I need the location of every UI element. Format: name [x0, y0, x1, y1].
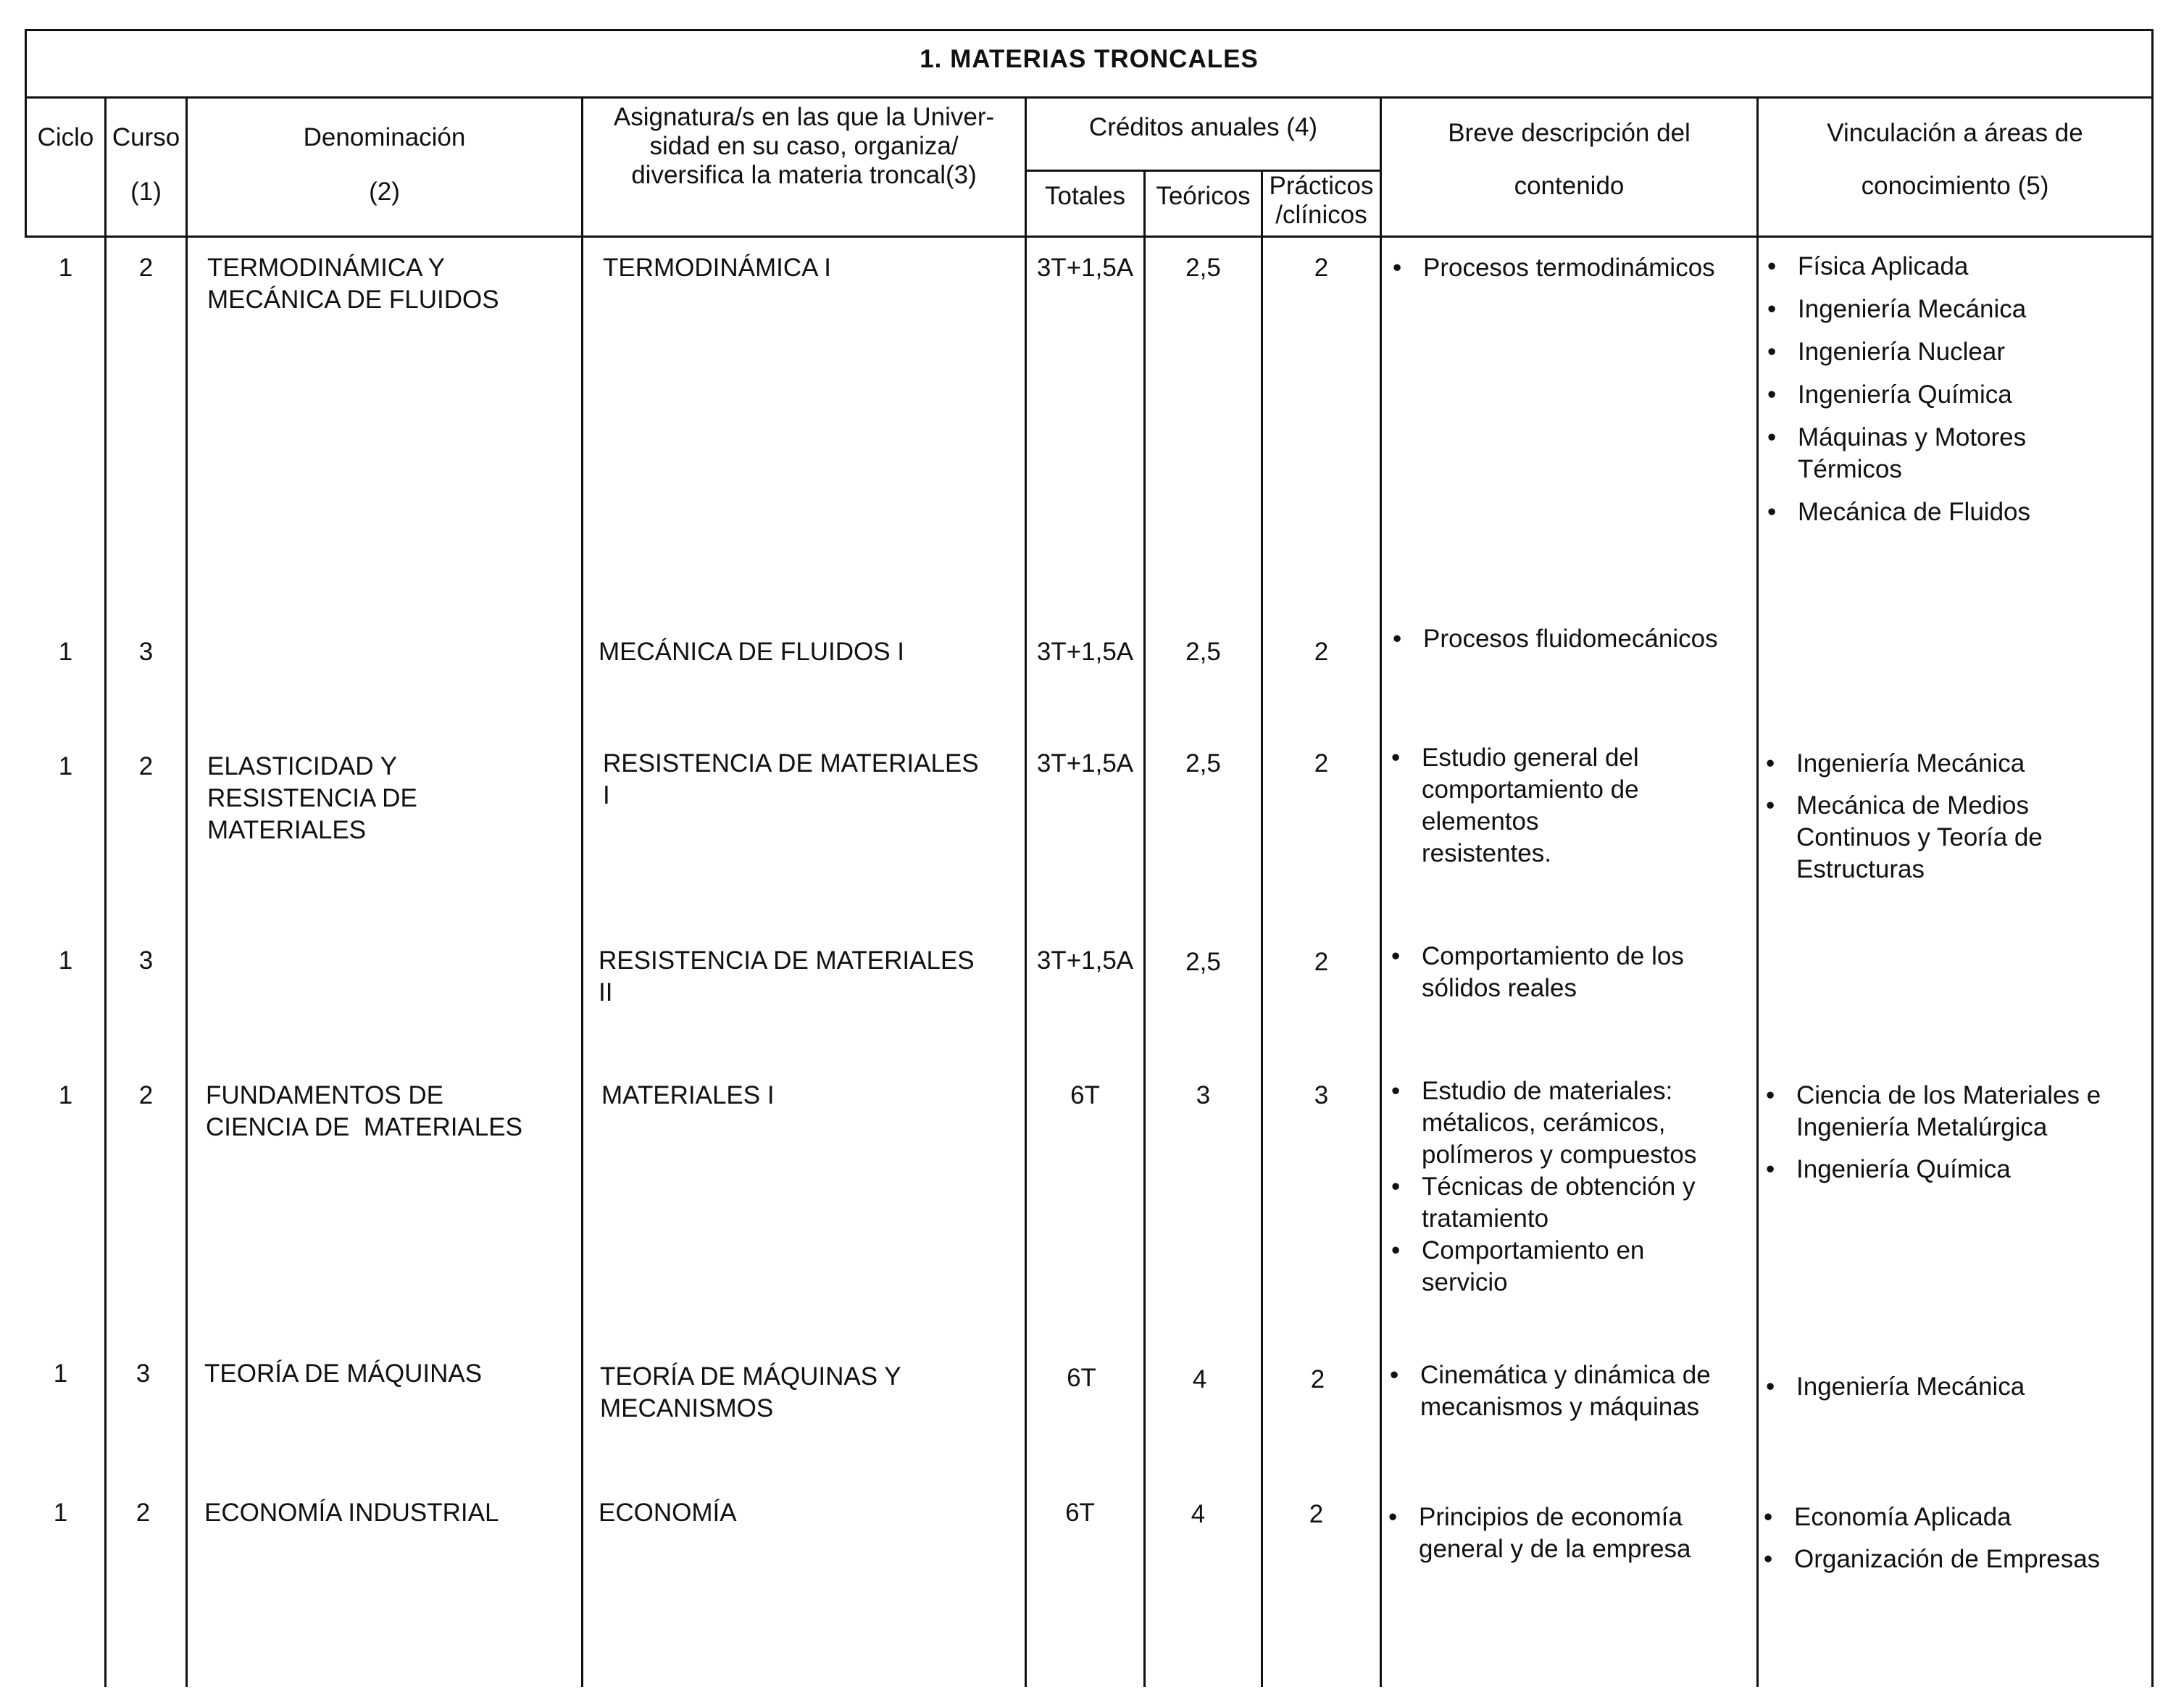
header-vinculacion: Vinculación a áreas de — [1827, 119, 2083, 147]
asignatura-line: RESISTENCIA DE MATERIALES — [603, 749, 979, 778]
cell-curso: 2 — [136, 1499, 151, 1527]
cell-totales: 3T+1,5A — [1036, 946, 1134, 975]
denominacion-line: ECONOMÍA INDUSTRIAL — [204, 1499, 499, 1527]
cell-teoricos: 2,5 — [1185, 254, 1221, 282]
cell-totales: 6T — [1065, 1499, 1095, 1527]
col-totales-teoricos-divider — [1143, 170, 1146, 1687]
cell-areas — [1756, 1501, 2148, 1586]
cell-practicos: 2 — [1314, 749, 1329, 778]
header-totales: Totales — [1045, 182, 1125, 210]
cell-asignatura — [601, 1080, 1023, 1112]
denominacion-line: TEORÍA DE MÁQUINAS — [204, 1359, 483, 1388]
header-vinculacion-2: conocimiento (5) — [1861, 172, 2049, 200]
asignatura-line: TERMODINÁMICA I — [603, 254, 832, 282]
cell-denominacion — [207, 252, 577, 316]
cell-ciclo: 1 — [58, 638, 73, 666]
cell-denominacion — [206, 1080, 580, 1143]
asignatura-line: MECANISMOS — [600, 1394, 774, 1422]
cell-descripcion — [1384, 742, 1688, 880]
denominacion-line: FUNDAMENTOS DE — [206, 1081, 443, 1109]
denominacion-line: MATERIALES — [207, 816, 367, 844]
cell-curso: 3 — [138, 946, 154, 975]
cell-descripcion — [1384, 1075, 1739, 1299]
area-item: • Ingeniería Química — [1759, 1154, 2150, 1186]
area-item: • Ingeniería Mecánica — [1760, 293, 2151, 325]
denominacion-line: RESISTENCIA DE — [207, 784, 417, 812]
asignatura-line: MECÁNICA DE FLUIDOS I — [599, 638, 905, 666]
cell-descripcion — [1385, 623, 1758, 665]
cell-curso: 3 — [138, 638, 154, 666]
cell-totales: 6T — [1070, 1081, 1100, 1109]
cell-curso: 2 — [138, 1081, 154, 1109]
asignatura-line: RESISTENCIA DE MATERIALES — [599, 946, 975, 975]
cell-teoricos: 3 — [1196, 1081, 1211, 1109]
table-top-border — [25, 29, 2154, 31]
col-asignatura-totales-divider — [1025, 96, 1027, 1687]
cell-curso: 3 — [136, 1359, 151, 1388]
cell-descripcion — [1384, 941, 1725, 1015]
area-item: • Mecánica de Fluidos — [1760, 496, 2151, 528]
col-practicos-descripcion-divider — [1380, 96, 1382, 1687]
cell-asignatura — [599, 1497, 1023, 1529]
asignatura-line: ECONOMÍA — [599, 1499, 737, 1527]
cell-asignatura — [603, 252, 1023, 284]
asignatura-line: II — [599, 978, 613, 1007]
denominacion-line: MECÁNICA DE FLUIDOS — [207, 286, 499, 314]
header-curso: Curso — [112, 123, 180, 151]
header-practicos-line-1: Prácticos — [1269, 172, 1374, 200]
header-descripcion: Breve descripción del — [1448, 119, 1691, 147]
cell-practicos: 2 — [1314, 948, 1329, 976]
descripcion-item: • Comportamiento en servicio — [1384, 1235, 1697, 1299]
cell-areas — [1759, 1371, 2150, 1413]
area-item: • Ciencia de los Materiales e Ingeniería Metalúrgica — [1759, 1080, 2150, 1143]
header-practicos-line-2: /clínicos — [1275, 201, 1367, 229]
cell-practicos: 2 — [1310, 1365, 1325, 1394]
header-asignatura — [583, 103, 1025, 190]
cell-ciclo: 1 — [58, 254, 73, 282]
col-ciclo-curso-divider — [104, 96, 107, 1687]
header-denominacion: Denominación — [303, 123, 466, 151]
cell-ciclo: 1 — [53, 1359, 68, 1388]
cell-practicos: 3 — [1314, 1081, 1329, 1109]
area-item: • Máquinas y Motores Térmicos — [1760, 422, 2102, 486]
cell-asignatura — [600, 1361, 1023, 1425]
cell-teoricos: 2,5 — [1185, 638, 1221, 666]
area-item: • Ingeniería Mecánica — [1759, 1371, 2150, 1403]
cell-asignatura — [603, 748, 1030, 812]
cell-areas — [1759, 1080, 2150, 1196]
area-item: • Economía Aplicada — [1756, 1501, 2148, 1533]
area-item: • Física Aplicada — [1760, 251, 2151, 283]
header-curso-note: (1) — [130, 178, 162, 206]
cell-denominacion — [204, 1497, 578, 1529]
cell-descripcion — [1383, 1359, 1755, 1433]
cell-teoricos: 4 — [1191, 1500, 1206, 1528]
header-creditos: Créditos anuales (4) — [1088, 113, 1318, 141]
cell-practicos: 2 — [1314, 254, 1329, 282]
cell-teoricos: 4 — [1192, 1365, 1207, 1394]
cell-ciclo: 1 — [53, 1499, 68, 1527]
cell-practicos: 2 — [1309, 1500, 1324, 1528]
asignatura-line: I — [603, 781, 610, 809]
area-item: • Ingeniería Nuclear — [1760, 336, 2151, 368]
descripcion-item: • Comportamiento de los sólidos reales — [1384, 941, 1719, 1004]
area-item: • Organización de Empresas — [1756, 1544, 2148, 1575]
cell-teoricos: 2,5 — [1185, 749, 1221, 778]
cell-areas — [1760, 251, 2151, 528]
cell-curso: 2 — [138, 752, 154, 780]
descripcion-item: • Estudio de materiales: métalicos, cerámicos, polímeros y compuestos — [1384, 1075, 1738, 1171]
cell-teoricos: 2,5 — [1185, 948, 1221, 976]
header-asignatura-line-3: diversifica la materia troncal(3) — [631, 161, 977, 189]
header-asignatura-line-2: sidad en su caso, organiza/ — [649, 132, 959, 160]
header-denominacion-note: (2) — [369, 178, 400, 206]
descripcion-item: • Técnicas de obtención y tratamiento — [1384, 1171, 1738, 1235]
header-bottom-border — [25, 236, 2154, 238]
header-descripcion-2: contenido — [1514, 172, 1625, 200]
descripcion-item: • Procesos termodinámicos — [1385, 252, 1758, 284]
cell-totales: 3T+1,5A — [1036, 749, 1134, 778]
col-denominacion-asignatura-divider — [581, 96, 583, 1687]
area-item: • Mecánica de Medios Continuos y Teoría de Estructuras — [1759, 790, 2108, 886]
cell-ciclo: 1 — [58, 1081, 73, 1109]
descripcion-item: • Cinemática y dinámica de mecanismos y máquinas — [1383, 1359, 1755, 1423]
cell-practicos: 2 — [1314, 638, 1329, 666]
cell-descripcion — [1381, 1501, 1729, 1575]
asignatura-line: TEORÍA DE MÁQUINAS Y — [600, 1362, 901, 1391]
cell-descripcion — [1385, 252, 1758, 294]
header-practicos — [1263, 172, 1380, 230]
denominacion-line: TERMODINÁMICA Y — [207, 254, 446, 282]
cell-asignatura — [599, 945, 1030, 1009]
asignatura-line: MATERIALES I — [601, 1081, 775, 1109]
header-teoricos: Teóricos — [1156, 182, 1251, 210]
denominacion-line: ELASTICIDAD Y — [207, 752, 397, 780]
table-title: 1. MATERIAS TRONCALES — [920, 45, 1259, 73]
descripcion-item: • Estudio general del comportamiento de elementos resistentes. — [1384, 742, 1675, 870]
cell-ciclo: 1 — [58, 752, 73, 780]
cell-denominacion — [204, 1358, 578, 1390]
title-bottom-border — [25, 96, 2154, 99]
cell-ciclo: 1 — [58, 946, 73, 975]
descripcion-item: • Principios de economía general y de la empresa — [1381, 1501, 1723, 1565]
cell-totales: 6T — [1067, 1364, 1096, 1392]
header-ciclo: Ciclo — [37, 123, 94, 151]
cell-totales: 3T+1,5A — [1036, 254, 1134, 282]
area-item: • Ingeniería Mecánica — [1759, 748, 2106, 780]
col-curso-denominacion-divider — [185, 96, 188, 1687]
table-right-border — [2151, 29, 2154, 1687]
col-teoricos-practicos-divider — [1261, 170, 1263, 1687]
cell-areas — [1759, 748, 2106, 896]
cell-totales: 3T+1,5A — [1036, 638, 1134, 666]
header-asignatura-line-1: Asignatura/s en las que la Univer- — [613, 103, 995, 131]
denominacion-line: CIENCIA DE MATERIALES — [206, 1113, 522, 1141]
descripcion-item: • Procesos fluidomecánicos — [1385, 623, 1758, 655]
cell-denominacion — [207, 751, 577, 846]
cell-curso: 2 — [138, 254, 154, 282]
area-item: • Ingeniería Química — [1760, 379, 2151, 411]
cell-asignatura — [599, 636, 1023, 668]
